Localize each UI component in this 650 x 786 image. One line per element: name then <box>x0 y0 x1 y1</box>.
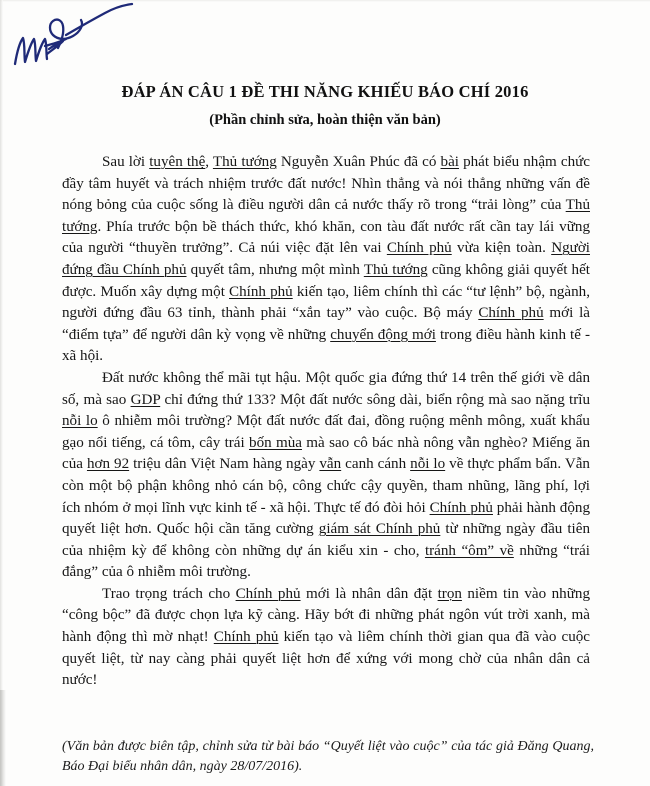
edited-phrase: tránh “ôm” về <box>424 542 514 559</box>
text-run: mới là nhân dân đặt <box>300 585 438 602</box>
text-run: Sau lời <box>102 154 150 170</box>
text-run: triệu dân Việt Nam hàng ngày <box>129 456 320 473</box>
edited-phrase: GDP <box>130 391 161 408</box>
text-run: niềm tin vào những “công bộc” đã được chọn lựa kỹ càng. Hãy bớt đi những phát ngôn vút trời xanh, mà hành động thì mờ nhạt! <box>62 585 590 646</box>
edited-phrase: tuyên thệ <box>149 154 206 170</box>
edited-phrase: Chính phủ <box>229 283 293 300</box>
text-run: phát biểu nhậm chức đầy tâm huyết và trách nhiệm trước đất nước! Nhìn thẳng và nói thẳng những vấn đề nóng bỏng của cuộc sống là điều người dân cả nước thấy rõ trong “trải lòng” của <box>62 154 591 214</box>
text-run: Trao trọng trách cho <box>102 585 236 602</box>
edited-phrase: Chính phủ <box>213 629 279 646</box>
edited-phrase: vẫn <box>319 456 342 473</box>
edited-phrase: Thủ tướng <box>62 197 590 235</box>
text-run: phải hành động quyết liệt hơn. Quốc hội cần tăng cường <box>62 499 590 538</box>
text-run: Đất nước không thể mãi tụt hậu. Một quốc gia đứng thứ 14 trên thế giới về dân số, mà sao <box>62 369 590 408</box>
title-block <box>0 82 650 129</box>
text-run: cũng không giải quyết hết được. Muốn xây dựng một <box>62 261 590 300</box>
edited-phrase: Chính phủ <box>235 585 301 602</box>
document-body <box>62 152 590 692</box>
handwritten-signature-mark <box>6 2 156 74</box>
scan-edge-left-lower <box>0 690 6 786</box>
edited-phrase: nỗi lo <box>410 456 446 473</box>
text-run: kiến tạo, liêm chính thì các “tư lệnh” bộ, ngành, người đứng đầu 63 tỉnh, thành phải “xắn tay” vào cuộc. Bộ máy <box>62 283 590 322</box>
text-run: vừa kiện toàn. <box>451 240 552 257</box>
edited-phrase: Chính phủ <box>429 499 493 516</box>
paragraph-1 <box>62 152 590 368</box>
edited-phrase: Chính phủ <box>386 240 452 257</box>
paragraph-2 <box>62 368 590 584</box>
text-run: quyết tâm, nhưng một mình <box>186 261 364 278</box>
edited-phrase: bốn mùa <box>249 434 302 451</box>
edited-phrase: Chính phủ <box>478 305 544 322</box>
text-run: về thực phẩm bẩn. Vẫn còn một bộ phận không nhỏ cán bộ, công chức cậy quyền, tham nhũng, lãng phí, lợi ích nhóm ở mọi lĩnh vực kinh tế - xã hội. Thực tế đó đòi hỏi <box>62 456 590 516</box>
paragraph-3 <box>62 584 590 692</box>
text-run: , <box>205 154 213 170</box>
text-run: ô nhiễm môi trường? Một đất nước đất đai, đồng ruộng mênh mông, xuất khẩu gạo nổi tiếng, cá tôm, cây trái <box>62 413 590 451</box>
text-run: mới là “điểm tựa” để người dân kỳ vọng về những <box>62 305 590 343</box>
text-run: kiến tạo và liêm chính thời gian qua đã vào cuộc quyết liệt, từ nay càng phải quyết liệt hơn để xứng với mong chờ của nhân dân cả nước! <box>62 629 590 689</box>
edited-phrase: chuyển động mới <box>330 326 436 343</box>
edited-phrase: trọn <box>437 585 462 602</box>
edited-phrase: hơn 92 <box>86 456 130 473</box>
edited-phrase: Thủ tướng <box>363 261 428 278</box>
edited-phrase: giám sát Chính phủ <box>318 521 441 538</box>
text-run: canh cánh <box>341 456 411 473</box>
text-run: từ những ngày đầu tiên của nhiệm kỳ để không còn những dự án kiểu xin - cho, <box>62 521 590 559</box>
edited-phrase: Thủ tướng <box>212 154 277 170</box>
page-subtitle: (Phần chỉnh sửa, hoàn thiện văn bản) <box>209 111 441 128</box>
edited-phrase: bài <box>440 154 459 170</box>
page-title: ĐÁP ÁN CÂU 1 ĐỀ THI NĂNG KHIẾU BÁO CHÍ 2016 <box>121 82 529 101</box>
text-run: Nguyễn Xuân Phúc đã có <box>276 154 441 170</box>
text-run: . Phía trước bộn bề thách thức, khó khăn, con tàu đất nước rất cần tay lái vững của người “thuyền trưởng”. Cả núi việc đặt lên vai <box>62 218 590 257</box>
edited-phrase: nỗi lo <box>62 413 98 430</box>
text-run: những “trái đắng” của ô nhiễm môi trường. <box>62 542 590 581</box>
text-run: chỉ đứng thứ 133? Một đất nước sông dài, biển rộng mà sao nặng trĩu <box>160 391 590 408</box>
text-run: mà sao cô bác nhà nông vẫn nghèo? Miếng ăn của <box>62 434 590 473</box>
edited-phrase: Người đứng đầu Chính phủ <box>62 240 590 278</box>
source-note: (Văn bản được biên tập, chỉnh sửa từ bài báo “Quyết liệt vào cuộc” của tác giả Đăng Quang, Báo Đại biểu nhân dân, ngày 28/07/2016). <box>62 739 594 774</box>
text-run: trong điều hành kinh tế - xã hội. <box>62 326 590 365</box>
